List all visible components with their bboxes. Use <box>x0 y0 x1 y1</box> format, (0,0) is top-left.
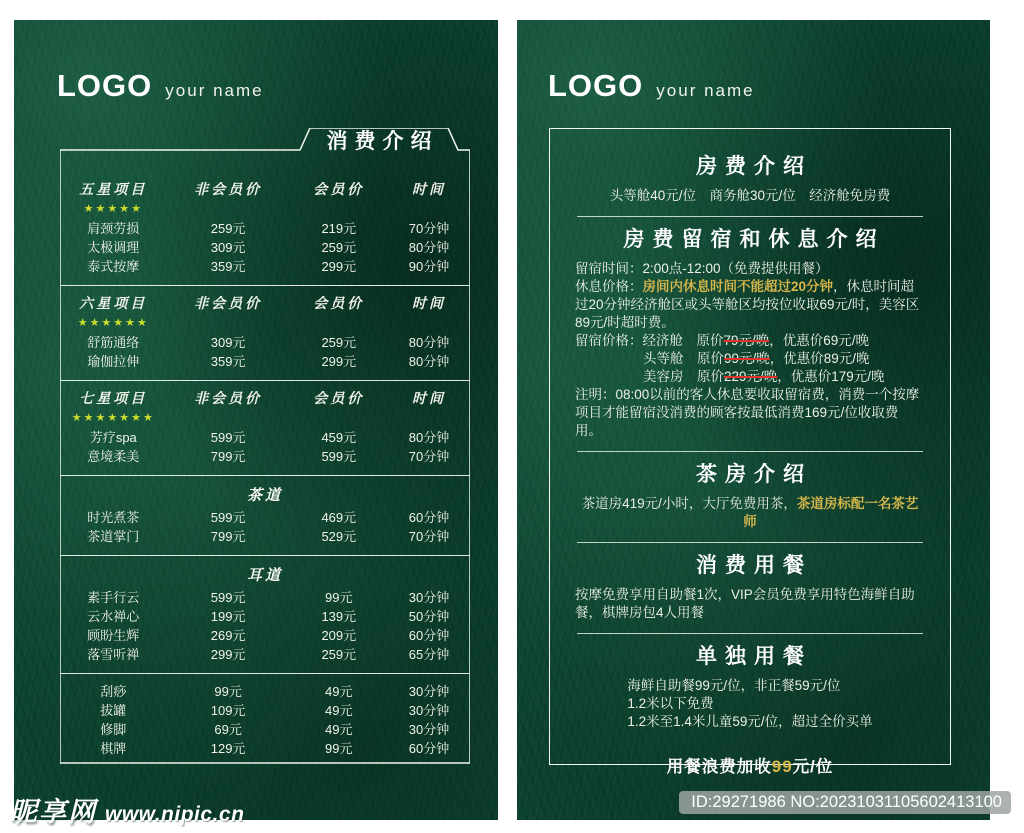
nonmember-price: 799元 <box>210 529 246 544</box>
menu-item-name: 素手行云 <box>87 590 140 605</box>
member-price: 139元 <box>321 609 357 624</box>
duration: 90分钟 <box>408 259 450 274</box>
text-run: 茶道房419元/小时，大厅免费用茶， <box>581 496 797 511</box>
menu-row <box>60 627 470 644</box>
menu-item-name: 肩颈劳损 <box>87 221 140 236</box>
info-line <box>575 586 925 622</box>
text-run: 99 <box>771 757 793 776</box>
section-body <box>627 677 872 731</box>
menu-row <box>60 220 470 237</box>
text-run: 头等舱 原价 <box>643 351 724 366</box>
star-rating: ★★★★★ <box>83 203 143 215</box>
info-line <box>627 713 872 731</box>
menu-item-name: 拔罐 <box>100 703 127 718</box>
member-price: 299元 <box>321 354 357 369</box>
menu-row <box>60 589 470 606</box>
info-sections <box>549 128 951 776</box>
duration: 70分钟 <box>408 449 450 464</box>
text-run: 茶道房标配一名茶艺师 <box>743 496 919 529</box>
logo-subtitle: your name <box>165 81 264 100</box>
section-body <box>575 187 925 205</box>
menu-item-name: 意境柔美 <box>87 449 140 464</box>
column-header: 时间 <box>411 392 446 407</box>
duration: 70分钟 <box>408 221 450 236</box>
logo-text: LOGO <box>548 68 644 103</box>
menu-row <box>60 608 470 625</box>
member-price: 259元 <box>321 647 357 662</box>
text-run: 房间内休息时间不能超过20分钟 <box>642 279 834 294</box>
nonmember-price: 199元 <box>210 609 246 624</box>
text-run: 注明：08:00以前的客人休息要收取留宿费，消费一个按摩项目才能留宿没消费的顾客按最低消费169元/位收取费用。 <box>575 387 920 438</box>
duration: 30分钟 <box>408 590 450 605</box>
section-name: 五星项目 <box>79 183 148 198</box>
column-header: 时间 <box>411 297 446 312</box>
column-header: 非会员价 <box>194 297 263 312</box>
column-header: 会员价 <box>313 392 365 407</box>
category-title: 茶道 <box>246 488 283 504</box>
dining-surcharge-note <box>575 753 925 777</box>
text-run: 留宿时间：2:00点-12:00（免费提供用餐） <box>575 261 829 276</box>
menu-item-name: 刮痧 <box>100 684 127 699</box>
column-header: 会员价 <box>313 297 365 312</box>
menu-row <box>60 334 470 351</box>
section-title: 单独用餐 <box>696 645 812 668</box>
menu-row <box>60 353 470 370</box>
menu-item-name: 云水禅心 <box>87 609 140 624</box>
category-title: 耳道 <box>246 568 283 584</box>
section-header-row <box>60 181 470 201</box>
menu-row <box>60 528 470 545</box>
text-run: 99元/晚 <box>724 351 770 366</box>
star-rating-row <box>60 412 470 426</box>
duration: 30分钟 <box>408 722 450 737</box>
section-divider <box>60 555 470 556</box>
section-divider <box>60 673 470 674</box>
member-price: 459元 <box>321 430 357 445</box>
duration: 30分钟 <box>408 703 450 718</box>
info-line <box>575 350 925 368</box>
star-rating: ★★★★★★★ <box>71 412 155 424</box>
section-title: 消费用餐 <box>696 554 812 577</box>
member-price: 599元 <box>321 449 357 464</box>
nonmember-price: 309元 <box>210 335 246 350</box>
menu-item-name: 瑜伽拉伸 <box>87 354 140 369</box>
duration: 60分钟 <box>408 510 450 525</box>
info-line <box>627 677 872 695</box>
logo-block <box>548 68 755 104</box>
nonmember-price: 269元 <box>210 628 246 643</box>
text-run: 用餐浪费加收 <box>666 758 772 776</box>
text-run: 按摩免费享用自助餐1次，VIP会员免费享用特色海鲜自助餐，棋牌房包4人用餐 <box>575 587 915 620</box>
info-line <box>575 495 925 531</box>
section-title: 房费介绍 <box>696 155 812 178</box>
nonmember-price: 599元 <box>210 510 246 525</box>
section-body <box>575 586 925 622</box>
menu-item-name: 舒筋通络 <box>87 335 140 350</box>
member-price: 259元 <box>321 240 357 255</box>
menu-row <box>60 509 470 526</box>
text-run: 229元/晚 <box>724 369 778 384</box>
menu-row <box>60 646 470 663</box>
section-divider <box>60 475 470 476</box>
info-line <box>575 260 925 278</box>
menu-row <box>60 448 470 465</box>
section-divider <box>577 633 923 634</box>
logo-subtitle: your name <box>656 81 755 100</box>
member-price: 299元 <box>321 259 357 274</box>
section-divider <box>577 216 923 217</box>
column-header: 会员价 <box>313 183 365 198</box>
member-price: 49元 <box>325 703 353 718</box>
info-line <box>627 695 872 713</box>
text-run: ，优惠价69元/晚 <box>769 333 870 348</box>
duration: 60分钟 <box>408 628 450 643</box>
member-price: 99元 <box>325 590 353 605</box>
nonmember-price: 599元 <box>210 590 246 605</box>
text-run: 头等舱40元/位 商务舱30元/位 经济舱免房费 <box>609 188 891 203</box>
menu-title: 消费介绍 <box>326 129 439 153</box>
section-header-row <box>60 295 470 315</box>
text-run: 79元/晚 <box>723 333 770 348</box>
section-divider <box>577 451 923 452</box>
menu-item-name: 修脚 <box>100 722 127 737</box>
section-body <box>575 260 925 440</box>
duration: 80分钟 <box>408 354 450 369</box>
menu-item-name: 棋牌 <box>100 741 127 756</box>
nonmember-price: 99元 <box>214 684 242 699</box>
nonmember-price: 599元 <box>210 430 246 445</box>
menu-item-name: 泰式按摩 <box>87 259 140 274</box>
menu-item-name: 太极调理 <box>87 240 140 255</box>
member-price: 209元 <box>321 628 357 643</box>
text-run: 海鲜自助餐99元/位，非正餐59元/位 <box>627 678 841 693</box>
info-line <box>575 187 925 205</box>
nonmember-price: 309元 <box>210 240 246 255</box>
menu-row <box>60 702 470 719</box>
menu-row <box>60 721 470 738</box>
menu-item-name: 顾盼生辉 <box>87 628 140 643</box>
menu-row <box>60 683 470 700</box>
duration: 50分钟 <box>408 609 450 624</box>
member-price: 49元 <box>325 722 353 737</box>
duration: 30分钟 <box>408 684 450 699</box>
section-title: 茶房介绍 <box>696 463 812 486</box>
site-url: www.nipic.cn <box>105 803 245 826</box>
nonmember-price: 359元 <box>210 354 246 369</box>
text-run: ，优惠价179元/晚 <box>777 369 885 384</box>
column-header: 非会员价 <box>194 392 263 407</box>
info-line <box>575 278 925 332</box>
nonmember-price: 299元 <box>210 647 246 662</box>
member-price: 49元 <box>325 684 353 699</box>
duration: 80分钟 <box>408 430 450 445</box>
text-run: 1.2米以下免费 <box>627 696 714 711</box>
nonmember-price: 359元 <box>210 259 246 274</box>
info-line <box>575 332 925 350</box>
nonmember-price: 109元 <box>210 703 246 718</box>
info-line <box>575 386 925 440</box>
logo-block <box>57 68 264 104</box>
menu-item-name: 时光煮茶 <box>87 510 140 525</box>
duration: 70分钟 <box>408 529 450 544</box>
nipic-logo: 昵享网 <box>10 797 97 827</box>
star-rating: ★★★★★★ <box>77 317 149 329</box>
text-run: 美容房 原价 <box>643 369 724 384</box>
menu-row <box>60 740 470 757</box>
section-divider <box>60 285 470 286</box>
column-header: 非会员价 <box>194 183 263 198</box>
menu-row <box>60 429 470 446</box>
text-run: 元/位 <box>792 758 834 776</box>
text-run: ，优惠价89元/晚 <box>769 351 870 366</box>
member-price: 219元 <box>321 221 357 236</box>
star-rating-row <box>60 317 470 331</box>
nonmember-price: 799元 <box>210 449 246 464</box>
left-panel <box>14 20 498 820</box>
section-divider <box>577 542 923 543</box>
text-run: 留宿价格：经济舱 原价 <box>575 333 724 348</box>
text-run: ，休息时间超过20分钟经济舱区或头等舱区均按位收取69元/时，美容区89元/时超时费。 <box>575 279 920 330</box>
duration: 60分钟 <box>408 741 450 756</box>
menu-item-name: 芳疗spa <box>89 430 137 445</box>
text-run: 休息价格： <box>575 279 643 294</box>
menu-item-name: 落雪听禅 <box>87 647 140 662</box>
site-watermark <box>10 790 244 829</box>
column-header: 时间 <box>411 183 446 198</box>
right-panel <box>517 20 990 820</box>
info-line <box>575 368 925 386</box>
menu-row <box>60 258 470 275</box>
member-price: 99元 <box>325 741 353 756</box>
member-price: 529元 <box>321 529 357 544</box>
menu-item-name: 茶道掌门 <box>87 529 140 544</box>
duration: 80分钟 <box>408 240 450 255</box>
section-title: 房费留宿和休息介绍 <box>623 228 885 251</box>
star-rating-row <box>60 203 470 217</box>
price-table <box>60 150 470 763</box>
duration: 65分钟 <box>408 647 450 662</box>
section-body <box>575 495 925 531</box>
section-header-row <box>60 390 470 410</box>
section-name: 六星项目 <box>79 297 148 312</box>
member-price: 259元 <box>321 335 357 350</box>
nonmember-price: 259元 <box>210 221 246 236</box>
section-name: 七星项目 <box>79 392 148 407</box>
menu-row <box>60 239 470 256</box>
logo-text: LOGO <box>57 68 153 103</box>
nonmember-price: 69元 <box>214 722 242 737</box>
image-id-watermark: ID:29271986 NO:20231031105602413100 <box>679 791 1011 814</box>
section-divider <box>60 380 470 381</box>
nonmember-price: 129元 <box>210 741 246 756</box>
text-run: 1.2米至1.4米儿童59元/位，超过全价买单 <box>627 714 873 729</box>
duration: 80分钟 <box>408 335 450 350</box>
member-price: 469元 <box>321 510 357 525</box>
